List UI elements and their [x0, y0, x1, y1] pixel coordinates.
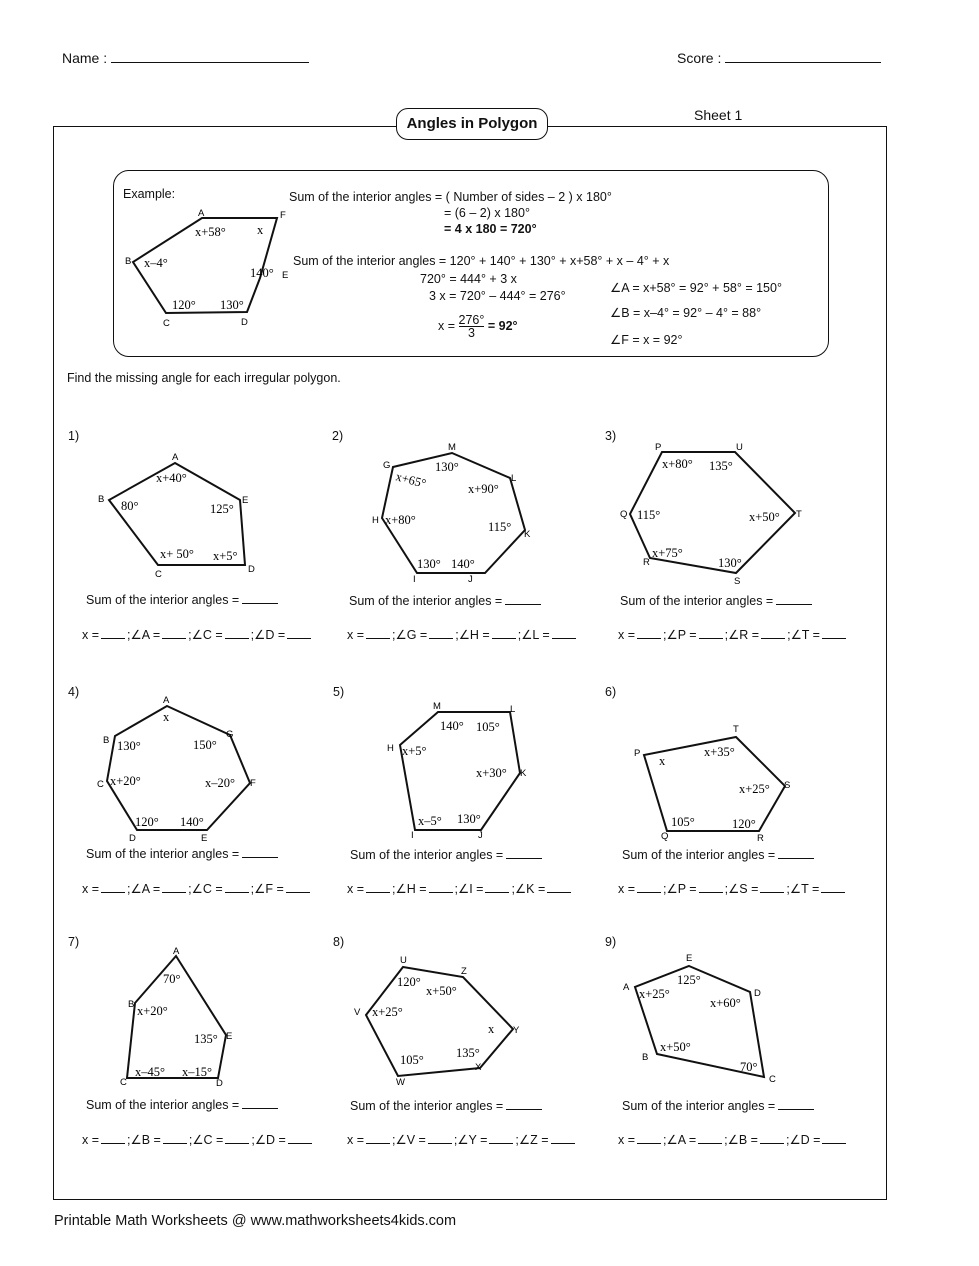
vertex-label: C — [155, 569, 162, 580]
angle-label: x+5° — [402, 744, 427, 758]
answer-row: x = ;∠A = ;∠C = ;∠D = — [82, 627, 313, 642]
angle-label: x+20° — [110, 774, 141, 788]
problem-number: 1) — [68, 429, 80, 443]
angle-label: x+58° — [195, 225, 226, 239]
angle-label: 130° — [220, 298, 244, 312]
example-line: 720° = 444° + 3 x — [420, 272, 517, 286]
score-field[interactable]: Score : — [677, 50, 881, 66]
vertex-label: E — [686, 953, 693, 964]
angle-label: 130° — [417, 557, 441, 571]
vertex-label: F — [280, 210, 286, 221]
angle-label: x+75° — [652, 546, 683, 560]
vertex-label: D — [241, 317, 248, 328]
vertex-label: U — [736, 442, 743, 453]
problem-number: 7) — [68, 935, 80, 949]
vertex-label: E — [282, 270, 289, 281]
example-line: Sum of the interior angles = 120° + 140° + 130° + x+58° + x – 4° + x — [293, 254, 670, 268]
angle-label: 70° — [740, 1060, 758, 1074]
vertex-label: B — [103, 735, 110, 746]
example-line: ∠B = x–4° = 92° – 4° = 88° — [610, 306, 762, 320]
vertex-label: X — [475, 1062, 482, 1073]
vertex-label: G — [383, 460, 391, 471]
vertex-label: F — [250, 778, 256, 789]
angle-label: x+25° — [372, 1005, 403, 1019]
angle-label: 130° — [435, 460, 459, 474]
example-line: = 4 x 180 = 720° — [444, 222, 537, 236]
answer-row: x = ;∠A = ;∠C = ;∠F = — [82, 881, 312, 896]
vertex-label: C — [97, 779, 104, 790]
angle-label: x–15° — [182, 1065, 212, 1079]
vertex-label: Z — [461, 966, 467, 977]
vertex-label: C — [120, 1077, 127, 1088]
polygon-5 — [380, 697, 550, 842]
angle-label: x+25° — [639, 987, 670, 1001]
angle-label: 135° — [194, 1032, 218, 1046]
vertex-label: L — [511, 473, 517, 484]
vertex-label: E — [226, 1031, 233, 1042]
vertex-label: D — [216, 1078, 223, 1088]
vertex-label: H — [387, 743, 394, 754]
example-line: Sum of the interior angles = ( Number of sides – 2 ) x 180° — [289, 190, 612, 204]
vertex-label: P — [634, 748, 641, 759]
vertex-label: Y — [513, 1025, 520, 1036]
vertex-label: A — [623, 982, 630, 993]
angle-label: x+50° — [660, 1040, 691, 1054]
angle-label: x–5° — [418, 814, 442, 828]
answer-row: x = ;∠G = ;∠H = ;∠L = — [347, 627, 578, 642]
sum-prompt: Sum of the interior angles = — [620, 594, 812, 608]
vertex-label: P — [655, 442, 662, 453]
angle-label: 115° — [488, 520, 512, 534]
vertex-label: T — [796, 509, 802, 520]
page-title: Angles in Polygon — [396, 108, 548, 140]
vertex-label: C — [163, 318, 170, 329]
angle-label: 120° — [135, 815, 159, 829]
vertex-label: H — [372, 515, 379, 526]
problem-number: 5) — [333, 685, 345, 699]
polygon-1 — [95, 450, 265, 580]
example-line: 3 x = 720° – 444° = 276° — [429, 289, 566, 303]
sheet-label: Sheet 1 — [694, 107, 743, 123]
angle-label: 120° — [732, 817, 756, 831]
vertex-label: E — [242, 495, 249, 506]
angle-label: 150° — [193, 738, 217, 752]
vertex-label: D — [248, 564, 255, 575]
vertex-label: W — [396, 1077, 405, 1088]
vertex-label: D — [129, 833, 136, 843]
angle-label: x+5° — [213, 549, 238, 563]
vertex-label: A — [173, 946, 180, 957]
vertex-label: R — [643, 557, 650, 568]
vertex-label: S — [734, 576, 741, 585]
polygon-4 — [95, 693, 265, 843]
vertex-label: B — [128, 999, 135, 1010]
polygon-6 — [612, 721, 802, 841]
vertex-label: M — [448, 442, 456, 453]
example-label: Example: — [123, 187, 176, 201]
vertex-label: Q — [661, 831, 669, 841]
example-line: ∠F = x = 92° — [610, 333, 683, 347]
name-field[interactable]: Name : — [62, 50, 309, 66]
sum-prompt: Sum of the interior angles = — [86, 847, 278, 861]
angle-label: 130° — [457, 812, 481, 826]
problem-number: 6) — [605, 685, 617, 699]
vertex-label: A — [172, 452, 179, 463]
angle-label: x+ 50° — [160, 547, 194, 561]
angle-label: 70° — [163, 972, 181, 986]
angle-label: x+20° — [137, 1004, 168, 1018]
example-fraction: x = $\frac{276^\circ}{3}$ = 92° — [438, 313, 518, 340]
polygon-9 — [620, 950, 810, 1090]
angle-label: 140° — [440, 719, 464, 733]
angle-label: x+80° — [385, 513, 416, 527]
angle-label: x — [163, 710, 170, 724]
vertex-label: I — [411, 830, 414, 841]
vertex-label: L — [510, 704, 516, 715]
vertex-label: K — [524, 529, 531, 540]
sum-prompt: Sum of the interior angles = — [349, 594, 541, 608]
angle-label: 125° — [210, 502, 234, 516]
answer-row: x = ;∠V = ;∠Y = ;∠Z = — [347, 1132, 577, 1147]
angle-label: x — [488, 1022, 495, 1036]
sum-prompt: Sum of the interior angles = — [86, 593, 278, 607]
vertex-label: B — [642, 1052, 649, 1063]
angle-label: 140° — [250, 266, 274, 280]
vertex-label: U — [400, 955, 407, 966]
answer-row: x = ;∠B = ;∠C = ;∠D = — [82, 1132, 314, 1147]
angle-label: x+90° — [468, 482, 499, 496]
polygon-3 — [612, 440, 812, 585]
angle-label: 105° — [476, 720, 500, 734]
instruction: Find the missing angle for each irregular polygon. — [67, 371, 341, 385]
vertex-label: R — [757, 833, 764, 841]
sum-prompt: Sum of the interior angles = — [350, 848, 542, 862]
angle-label: 120° — [172, 298, 196, 312]
vertex-label: Q — [620, 509, 628, 520]
angle-label: x — [257, 223, 264, 237]
vertex-label: D — [754, 988, 761, 999]
angle-label: x+25° — [739, 782, 770, 796]
polygon-7 — [115, 943, 245, 1088]
vertex-label: A — [163, 695, 170, 706]
sum-prompt: Sum of the interior angles = — [350, 1099, 542, 1113]
example-line: = (6 – 2) x 180° — [444, 206, 530, 220]
angle-label: 120° — [397, 975, 421, 989]
angle-label: x+65° — [394, 469, 428, 491]
answer-row: x = ;∠P = ;∠R = ;∠T = — [618, 627, 848, 642]
polygon-2 — [365, 440, 540, 585]
sum-prompt: Sum of the interior angles = — [622, 848, 814, 862]
angle-label: x — [659, 754, 666, 768]
angle-label: 130° — [718, 556, 742, 570]
problem-number: 9) — [605, 935, 617, 949]
vertex-label: G — [226, 729, 234, 740]
sum-prompt: Sum of the interior angles = — [86, 1098, 278, 1112]
angle-label: 140° — [180, 815, 204, 829]
angle-label: 80° — [121, 499, 139, 513]
angle-label: 135° — [709, 459, 733, 473]
angle-label: 105° — [400, 1053, 424, 1067]
vertex-label: M — [433, 701, 441, 712]
problem-number: 8) — [333, 935, 345, 949]
vertex-label: A — [198, 208, 205, 219]
answer-row: x = ;∠P = ;∠S = ;∠T = — [618, 881, 847, 896]
angle-label: 130° — [117, 739, 141, 753]
angle-label: x+35° — [704, 745, 735, 759]
angle-label: 140° — [451, 557, 475, 571]
angle-label: x+80° — [662, 457, 693, 471]
vertex-label: S — [784, 780, 791, 791]
example-polygon — [120, 205, 295, 330]
angle-label: x+50° — [749, 510, 780, 524]
vertex-label: C — [769, 1074, 776, 1085]
angle-label: x+60° — [710, 996, 741, 1010]
angle-label: x+50° — [426, 984, 457, 998]
problem-number: 4) — [68, 685, 80, 699]
angle-label: x–4° — [144, 256, 168, 270]
angle-label: 125° — [677, 973, 701, 987]
angle-label: 115° — [637, 508, 661, 522]
example-line: ∠A = x+58° = 92° + 58° = 150° — [610, 281, 782, 295]
angle-label: x–45° — [135, 1065, 165, 1079]
sum-prompt: Sum of the interior angles = — [622, 1099, 814, 1113]
angle-label: x–20° — [205, 776, 235, 790]
vertex-label: I — [413, 574, 416, 585]
angle-label: x+40° — [156, 471, 187, 485]
angle-label: 105° — [671, 815, 695, 829]
vertex-label: J — [478, 830, 483, 841]
angle-label: 135° — [456, 1046, 480, 1060]
angle-label: x+30° — [476, 766, 507, 780]
answer-row: x = ;∠H = ;∠I = ;∠K = — [347, 881, 573, 896]
polygon-8 — [350, 950, 530, 1090]
vertex-label: B — [98, 494, 105, 505]
vertex-label: J — [468, 574, 473, 585]
vertex-label: B — [125, 256, 132, 267]
problem-number: 2) — [332, 429, 344, 443]
footer-credit: Printable Math Worksheets @ www.mathworksheets4kids.com — [54, 1213, 457, 1229]
vertex-label: T — [733, 724, 739, 735]
problem-number: 3) — [605, 429, 617, 443]
answer-row: x = ;∠A = ;∠B = ;∠D = — [618, 1132, 848, 1147]
vertex-label: V — [354, 1007, 361, 1018]
vertex-label: K — [520, 768, 527, 779]
vertex-label: E — [201, 833, 208, 843]
